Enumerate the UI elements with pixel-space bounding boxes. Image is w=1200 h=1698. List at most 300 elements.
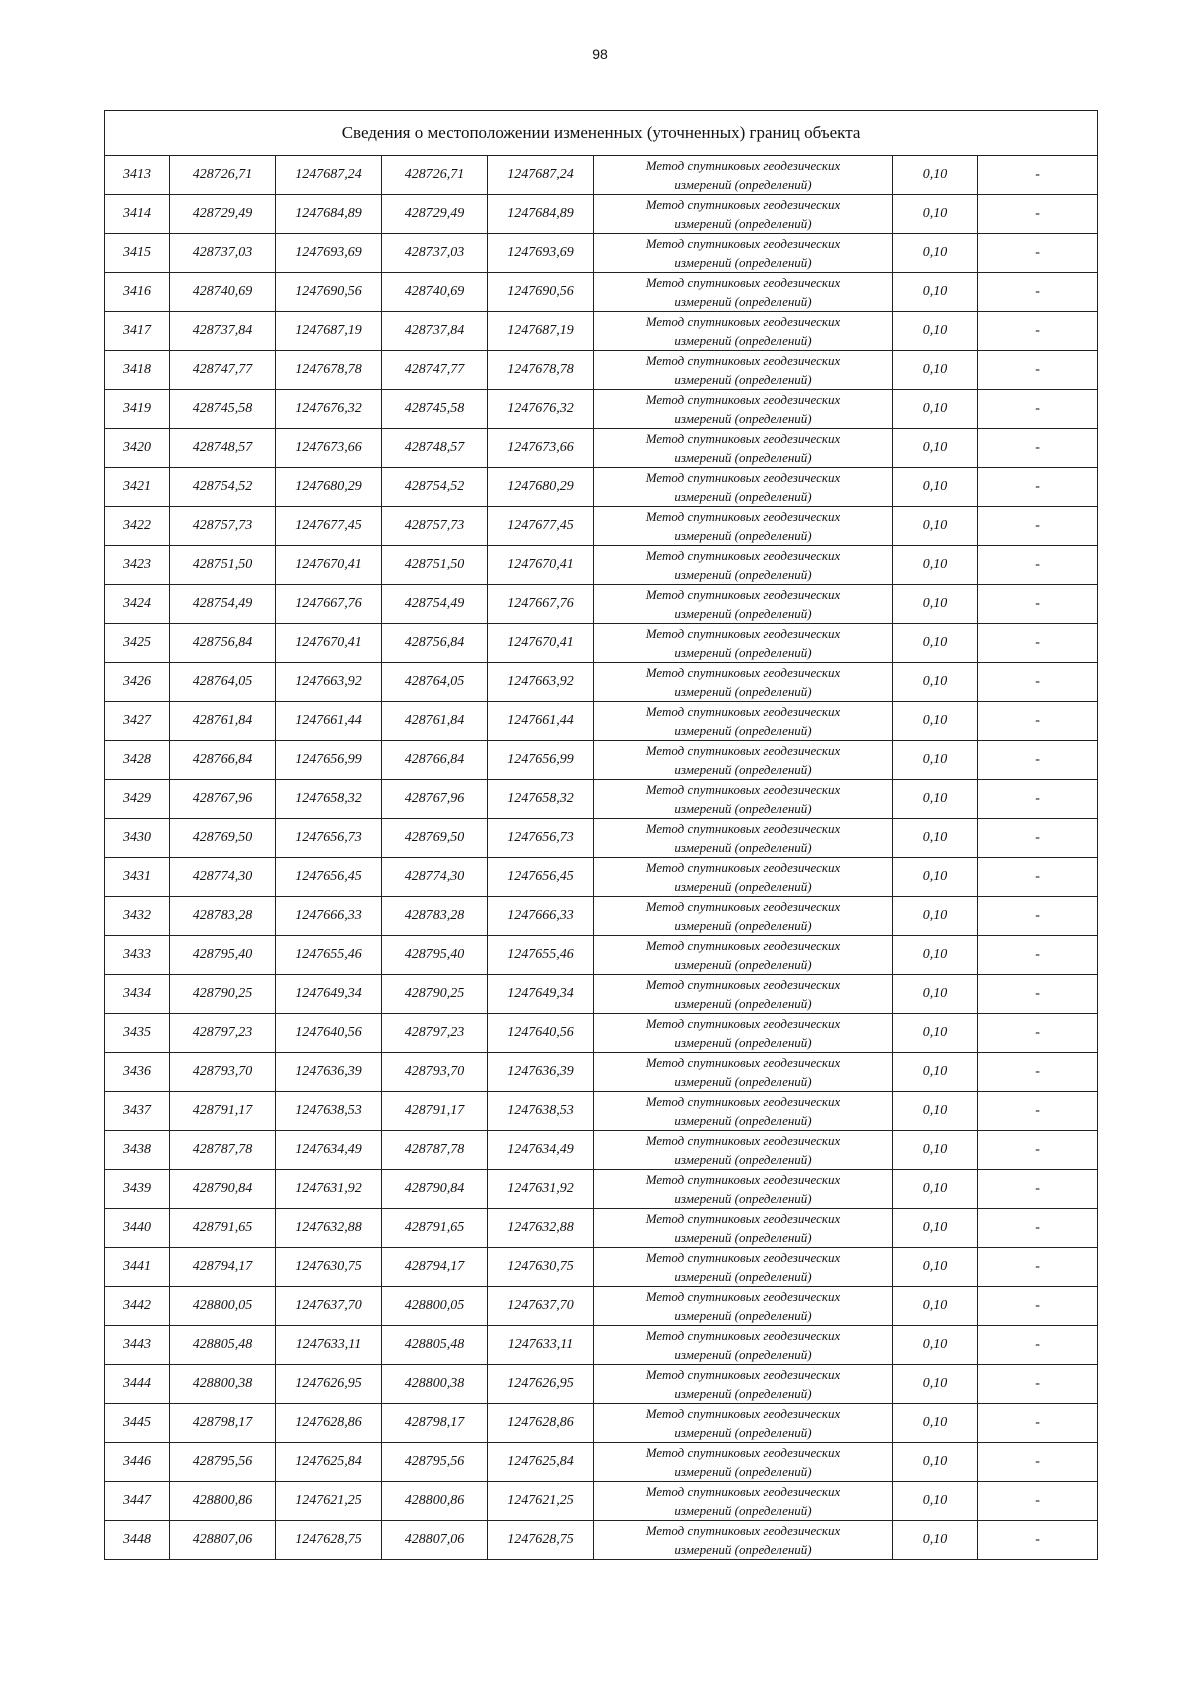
y-existing-cell: 1247673,66 [276,429,382,468]
method-cell: Метод спутниковых геодезических измерений (определений) [594,390,893,429]
y-existing-cell: 1247625,84 [276,1443,382,1482]
x-existing-cell: 428797,23 [170,1014,276,1053]
accuracy-cell: 0,10 [893,429,978,468]
x-refined-cell: 428791,65 [382,1209,488,1248]
x-existing-cell: 428761,84 [170,702,276,741]
accuracy-cell: 0,10 [893,156,978,195]
x-existing-cell: 428807,06 [170,1521,276,1560]
x-refined-cell: 428764,05 [382,663,488,702]
y-refined-cell: 1247667,76 [488,585,594,624]
x-refined-cell: 428795,56 [382,1443,488,1482]
x-refined-cell: 428774,30 [382,858,488,897]
point-number-cell: 3439 [105,1170,170,1209]
point-number-cell: 3414 [105,195,170,234]
x-existing-cell: 428729,49 [170,195,276,234]
y-refined-cell: 1247636,39 [488,1053,594,1092]
y-existing-cell: 1247638,53 [276,1092,382,1131]
x-existing-cell: 428787,78 [170,1131,276,1170]
method-cell: Метод спутниковых геодезических измерений (определений) [594,234,893,273]
x-existing-cell: 428737,84 [170,312,276,351]
x-refined-cell: 428790,25 [382,975,488,1014]
y-refined-cell: 1247687,19 [488,312,594,351]
description-cell: - [978,663,1098,702]
x-refined-cell: 428800,86 [382,1482,488,1521]
x-refined-cell: 428769,50 [382,819,488,858]
y-refined-cell: 1247656,99 [488,741,594,780]
description-cell: - [978,1131,1098,1170]
point-number-cell: 3429 [105,780,170,819]
method-cell: Метод спутниковых геодезических измерений (определений) [594,975,893,1014]
accuracy-cell: 0,10 [893,468,978,507]
y-existing-cell: 1247628,75 [276,1521,382,1560]
x-refined-cell: 428805,48 [382,1326,488,1365]
point-number-cell: 3435 [105,1014,170,1053]
method-cell: Метод спутниковых геодезических измерений (определений) [594,1170,893,1209]
point-number-cell: 3425 [105,624,170,663]
point-number-cell: 3419 [105,390,170,429]
x-refined-cell: 428783,28 [382,897,488,936]
x-refined-cell: 428794,17 [382,1248,488,1287]
description-cell: - [978,1248,1098,1287]
point-number-cell: 3442 [105,1287,170,1326]
y-existing-cell: 1247634,49 [276,1131,382,1170]
table-row [105,507,1098,546]
y-refined-cell: 1247621,25 [488,1482,594,1521]
table-row [105,585,1098,624]
table-row [105,1521,1098,1560]
table-row [105,741,1098,780]
y-refined-cell: 1247632,88 [488,1209,594,1248]
x-refined-cell: 428751,50 [382,546,488,585]
table-row [105,897,1098,936]
table-row [105,1209,1098,1248]
description-cell: - [978,1287,1098,1326]
accuracy-cell: 0,10 [893,1014,978,1053]
x-refined-cell: 428791,17 [382,1092,488,1131]
table-row [105,819,1098,858]
y-refined-cell: 1247656,45 [488,858,594,897]
y-existing-cell: 1247655,46 [276,936,382,975]
table-row [105,624,1098,663]
x-refined-cell: 428726,71 [382,156,488,195]
x-refined-cell: 428807,06 [382,1521,488,1560]
y-existing-cell: 1247656,73 [276,819,382,858]
method-cell: Метод спутниковых геодезических измерений (определений) [594,663,893,702]
point-number-cell: 3413 [105,156,170,195]
point-number-cell: 3445 [105,1404,170,1443]
description-cell: - [978,1092,1098,1131]
method-cell: Метод спутниковых геодезических измерений (определений) [594,1209,893,1248]
y-refined-cell: 1247633,11 [488,1326,594,1365]
y-refined-cell: 1247673,66 [488,429,594,468]
accuracy-cell: 0,10 [893,897,978,936]
table-row [105,858,1098,897]
x-refined-cell: 428740,69 [382,273,488,312]
description-cell: - [978,975,1098,1014]
method-cell: Метод спутниковых геодезических измерений (определений) [594,1365,893,1404]
x-existing-cell: 428791,17 [170,1092,276,1131]
accuracy-cell: 0,10 [893,1131,978,1170]
accuracy-cell: 0,10 [893,1521,978,1560]
y-existing-cell: 1247632,88 [276,1209,382,1248]
x-refined-cell: 428787,78 [382,1131,488,1170]
table-title-row [105,111,1098,156]
point-number-cell: 3427 [105,702,170,741]
x-existing-cell: 428795,40 [170,936,276,975]
accuracy-cell: 0,10 [893,624,978,663]
accuracy-cell: 0,10 [893,1287,978,1326]
table-row [105,195,1098,234]
table-row [105,1326,1098,1365]
x-existing-cell: 428793,70 [170,1053,276,1092]
method-cell: Метод спутниковых геодезических измерений (определений) [594,1443,893,1482]
table-row [105,351,1098,390]
x-existing-cell: 428790,84 [170,1170,276,1209]
y-refined-cell: 1247637,70 [488,1287,594,1326]
y-refined-cell: 1247638,53 [488,1092,594,1131]
method-cell: Метод спутниковых геодезических измерений (определений) [594,507,893,546]
table-row [105,1404,1098,1443]
accuracy-cell: 0,10 [893,1092,978,1131]
description-cell: - [978,546,1098,585]
point-number-cell: 3423 [105,546,170,585]
y-existing-cell: 1247670,41 [276,546,382,585]
method-cell: Метод спутниковых геодезических измерений (определений) [594,468,893,507]
x-existing-cell: 428748,57 [170,429,276,468]
x-refined-cell: 428737,03 [382,234,488,273]
description-cell: - [978,1365,1098,1404]
method-cell: Метод спутниковых геодезических измерений (определений) [594,195,893,234]
y-refined-cell: 1247666,33 [488,897,594,936]
method-cell: Метод спутниковых геодезических измерений (определений) [594,273,893,312]
x-existing-cell: 428791,65 [170,1209,276,1248]
description-cell: - [978,819,1098,858]
y-existing-cell: 1247676,32 [276,390,382,429]
page-number: 98 [592,46,608,62]
x-existing-cell: 428805,48 [170,1326,276,1365]
y-existing-cell: 1247640,56 [276,1014,382,1053]
x-existing-cell: 428790,25 [170,975,276,1014]
point-number-cell: 3433 [105,936,170,975]
point-number-cell: 3441 [105,1248,170,1287]
method-cell: Метод спутниковых геодезических измерений (определений) [594,351,893,390]
method-cell: Метод спутниковых геодезических измерений (определений) [594,312,893,351]
x-existing-cell: 428769,50 [170,819,276,858]
table-row [105,429,1098,468]
point-number-cell: 3417 [105,312,170,351]
table-row [105,312,1098,351]
x-existing-cell: 428764,05 [170,663,276,702]
x-existing-cell: 428757,73 [170,507,276,546]
y-refined-cell: 1247693,69 [488,234,594,273]
description-cell: - [978,585,1098,624]
x-refined-cell: 428795,40 [382,936,488,975]
accuracy-cell: 0,10 [893,234,978,273]
y-existing-cell: 1247661,44 [276,702,382,741]
x-refined-cell: 428766,84 [382,741,488,780]
point-number-cell: 3428 [105,741,170,780]
table-row [105,468,1098,507]
point-number-cell: 3426 [105,663,170,702]
table-row [105,1131,1098,1170]
table-row [105,1014,1098,1053]
description-cell: - [978,351,1098,390]
accuracy-cell: 0,10 [893,858,978,897]
x-existing-cell: 428737,03 [170,234,276,273]
y-existing-cell: 1247687,24 [276,156,382,195]
accuracy-cell: 0,10 [893,1170,978,1209]
method-cell: Метод спутниковых геодезических измерений (определений) [594,1248,893,1287]
y-refined-cell: 1247670,41 [488,546,594,585]
x-refined-cell: 428767,96 [382,780,488,819]
x-refined-cell: 428747,77 [382,351,488,390]
accuracy-cell: 0,10 [893,390,978,429]
method-cell: Метод спутниковых геодезических измерений (определений) [594,1014,893,1053]
x-refined-cell: 428757,73 [382,507,488,546]
description-cell: - [978,468,1098,507]
x-existing-cell: 428754,49 [170,585,276,624]
x-refined-cell: 428754,49 [382,585,488,624]
accuracy-cell: 0,10 [893,1404,978,1443]
description-cell: - [978,1326,1098,1365]
y-existing-cell: 1247656,45 [276,858,382,897]
y-existing-cell: 1247690,56 [276,273,382,312]
point-number-cell: 3416 [105,273,170,312]
y-existing-cell: 1247633,11 [276,1326,382,1365]
description-cell: - [978,273,1098,312]
y-refined-cell: 1247687,24 [488,156,594,195]
y-existing-cell: 1247677,45 [276,507,382,546]
point-number-cell: 3418 [105,351,170,390]
method-cell: Метод спутниковых геодезических измерений (определений) [594,1521,893,1560]
accuracy-cell: 0,10 [893,1365,978,1404]
method-cell: Метод спутниковых геодезических измерений (определений) [594,546,893,585]
x-existing-cell: 428747,77 [170,351,276,390]
description-cell: - [978,1053,1098,1092]
point-number-cell: 3448 [105,1521,170,1560]
accuracy-cell: 0,10 [893,780,978,819]
point-number-cell: 3436 [105,1053,170,1092]
description-cell: - [978,1209,1098,1248]
method-cell: Метод спутниковых геодезических измерений (определений) [594,741,893,780]
x-refined-cell: 428754,52 [382,468,488,507]
y-existing-cell: 1247670,41 [276,624,382,663]
point-number-cell: 3434 [105,975,170,1014]
y-existing-cell: 1247649,34 [276,975,382,1014]
point-number-cell: 3443 [105,1326,170,1365]
table-row [105,1482,1098,1521]
y-existing-cell: 1247628,86 [276,1404,382,1443]
y-refined-cell: 1247649,34 [488,975,594,1014]
point-number-cell: 3422 [105,507,170,546]
boundary-coordinates-table [104,110,1098,1560]
table-row [105,1170,1098,1209]
y-existing-cell: 1247637,70 [276,1287,382,1326]
x-existing-cell: 428800,86 [170,1482,276,1521]
table-row [105,546,1098,585]
method-cell: Метод спутниковых геодезических измерений (определений) [594,1131,893,1170]
y-existing-cell: 1247630,75 [276,1248,382,1287]
table-row [105,1092,1098,1131]
y-existing-cell: 1247680,29 [276,468,382,507]
accuracy-cell: 0,10 [893,507,978,546]
description-cell: - [978,156,1098,195]
y-refined-cell: 1247658,32 [488,780,594,819]
y-existing-cell: 1247693,69 [276,234,382,273]
x-refined-cell: 428793,70 [382,1053,488,1092]
accuracy-cell: 0,10 [893,273,978,312]
x-refined-cell: 428737,84 [382,312,488,351]
x-existing-cell: 428767,96 [170,780,276,819]
description-cell: - [978,936,1098,975]
table-row [105,780,1098,819]
method-cell: Метод спутниковых геодезических измерений (определений) [594,819,893,858]
accuracy-cell: 0,10 [893,1053,978,1092]
point-number-cell: 3432 [105,897,170,936]
description-cell: - [978,390,1098,429]
x-existing-cell: 428800,38 [170,1365,276,1404]
method-cell: Метод спутниковых геодезических измерений (определений) [594,156,893,195]
y-refined-cell: 1247690,56 [488,273,594,312]
description-cell: - [978,702,1098,741]
x-existing-cell: 428740,69 [170,273,276,312]
point-number-cell: 3420 [105,429,170,468]
accuracy-cell: 0,10 [893,585,978,624]
y-refined-cell: 1247625,84 [488,1443,594,1482]
x-existing-cell: 428795,56 [170,1443,276,1482]
y-existing-cell: 1247656,99 [276,741,382,780]
y-existing-cell: 1247684,89 [276,195,382,234]
table-row [105,273,1098,312]
x-refined-cell: 428800,05 [382,1287,488,1326]
y-refined-cell: 1247628,86 [488,1404,594,1443]
method-cell: Метод спутниковых геодезических измерений (определений) [594,858,893,897]
x-existing-cell: 428783,28 [170,897,276,936]
description-cell: - [978,234,1098,273]
table-row [105,1443,1098,1482]
accuracy-cell: 0,10 [893,663,978,702]
accuracy-cell: 0,10 [893,1248,978,1287]
table-row [105,234,1098,273]
y-refined-cell: 1247663,92 [488,663,594,702]
description-cell: - [978,429,1098,468]
point-number-cell: 3415 [105,234,170,273]
x-refined-cell: 428761,84 [382,702,488,741]
x-existing-cell: 428756,84 [170,624,276,663]
table-body [105,156,1098,1560]
point-number-cell: 3440 [105,1209,170,1248]
point-number-cell: 3430 [105,819,170,858]
x-refined-cell: 428800,38 [382,1365,488,1404]
accuracy-cell: 0,10 [893,1443,978,1482]
description-cell: - [978,1170,1098,1209]
x-refined-cell: 428756,84 [382,624,488,663]
x-refined-cell: 428745,58 [382,390,488,429]
table-title: Сведения о местоположении измененных (уточненных) границ объекта [105,111,1098,156]
x-existing-cell: 428745,58 [170,390,276,429]
x-refined-cell: 428797,23 [382,1014,488,1053]
table-row [105,1053,1098,1092]
x-existing-cell: 428798,17 [170,1404,276,1443]
y-refined-cell: 1247661,44 [488,702,594,741]
point-number-cell: 3431 [105,858,170,897]
y-existing-cell: 1247631,92 [276,1170,382,1209]
description-cell: - [978,195,1098,234]
y-existing-cell: 1247658,32 [276,780,382,819]
description-cell: - [978,624,1098,663]
accuracy-cell: 0,10 [893,312,978,351]
description-cell: - [978,897,1098,936]
method-cell: Метод спутниковых геодезических измерений (определений) [594,429,893,468]
accuracy-cell: 0,10 [893,741,978,780]
x-existing-cell: 428794,17 [170,1248,276,1287]
method-cell: Метод спутниковых геодезических измерений (определений) [594,1482,893,1521]
accuracy-cell: 0,10 [893,1326,978,1365]
accuracy-cell: 0,10 [893,819,978,858]
y-refined-cell: 1247680,29 [488,468,594,507]
point-number-cell: 3424 [105,585,170,624]
description-cell: - [978,780,1098,819]
description-cell: - [978,312,1098,351]
point-number-cell: 3421 [105,468,170,507]
y-refined-cell: 1247656,73 [488,819,594,858]
y-existing-cell: 1247636,39 [276,1053,382,1092]
x-refined-cell: 428790,84 [382,1170,488,1209]
table-row [105,975,1098,1014]
description-cell: - [978,858,1098,897]
description-cell: - [978,1443,1098,1482]
accuracy-cell: 0,10 [893,975,978,1014]
description-cell: - [978,1404,1098,1443]
x-existing-cell: 428751,50 [170,546,276,585]
y-refined-cell: 1247677,45 [488,507,594,546]
method-cell: Метод спутниковых геодезических измерений (определений) [594,1287,893,1326]
y-refined-cell: 1247678,78 [488,351,594,390]
table-row [105,663,1098,702]
table-row [105,1287,1098,1326]
method-cell: Метод спутниковых геодезических измерений (определений) [594,1326,893,1365]
x-existing-cell: 428774,30 [170,858,276,897]
description-cell: - [978,507,1098,546]
description-cell: - [978,741,1098,780]
method-cell: Метод спутниковых геодезических измерений (определений) [594,702,893,741]
accuracy-cell: 0,10 [893,546,978,585]
method-cell: Метод спутниковых геодезических измерений (определений) [594,897,893,936]
x-existing-cell: 428800,05 [170,1287,276,1326]
x-refined-cell: 428748,57 [382,429,488,468]
y-refined-cell: 1247684,89 [488,195,594,234]
y-refined-cell: 1247640,56 [488,1014,594,1053]
y-refined-cell: 1247628,75 [488,1521,594,1560]
accuracy-cell: 0,10 [893,936,978,975]
description-cell: - [978,1482,1098,1521]
method-cell: Метод спутниковых геодезических измерений (определений) [594,1053,893,1092]
x-existing-cell: 428726,71 [170,156,276,195]
point-number-cell: 3438 [105,1131,170,1170]
method-cell: Метод спутниковых геодезических измерений (определений) [594,624,893,663]
x-existing-cell: 428754,52 [170,468,276,507]
y-refined-cell: 1247630,75 [488,1248,594,1287]
point-number-cell: 3437 [105,1092,170,1131]
y-existing-cell: 1247667,76 [276,585,382,624]
description-cell: - [978,1014,1098,1053]
y-refined-cell: 1247655,46 [488,936,594,975]
y-refined-cell: 1247634,49 [488,1131,594,1170]
accuracy-cell: 0,10 [893,702,978,741]
y-refined-cell: 1247631,92 [488,1170,594,1209]
x-refined-cell: 428729,49 [382,195,488,234]
accuracy-cell: 0,10 [893,195,978,234]
